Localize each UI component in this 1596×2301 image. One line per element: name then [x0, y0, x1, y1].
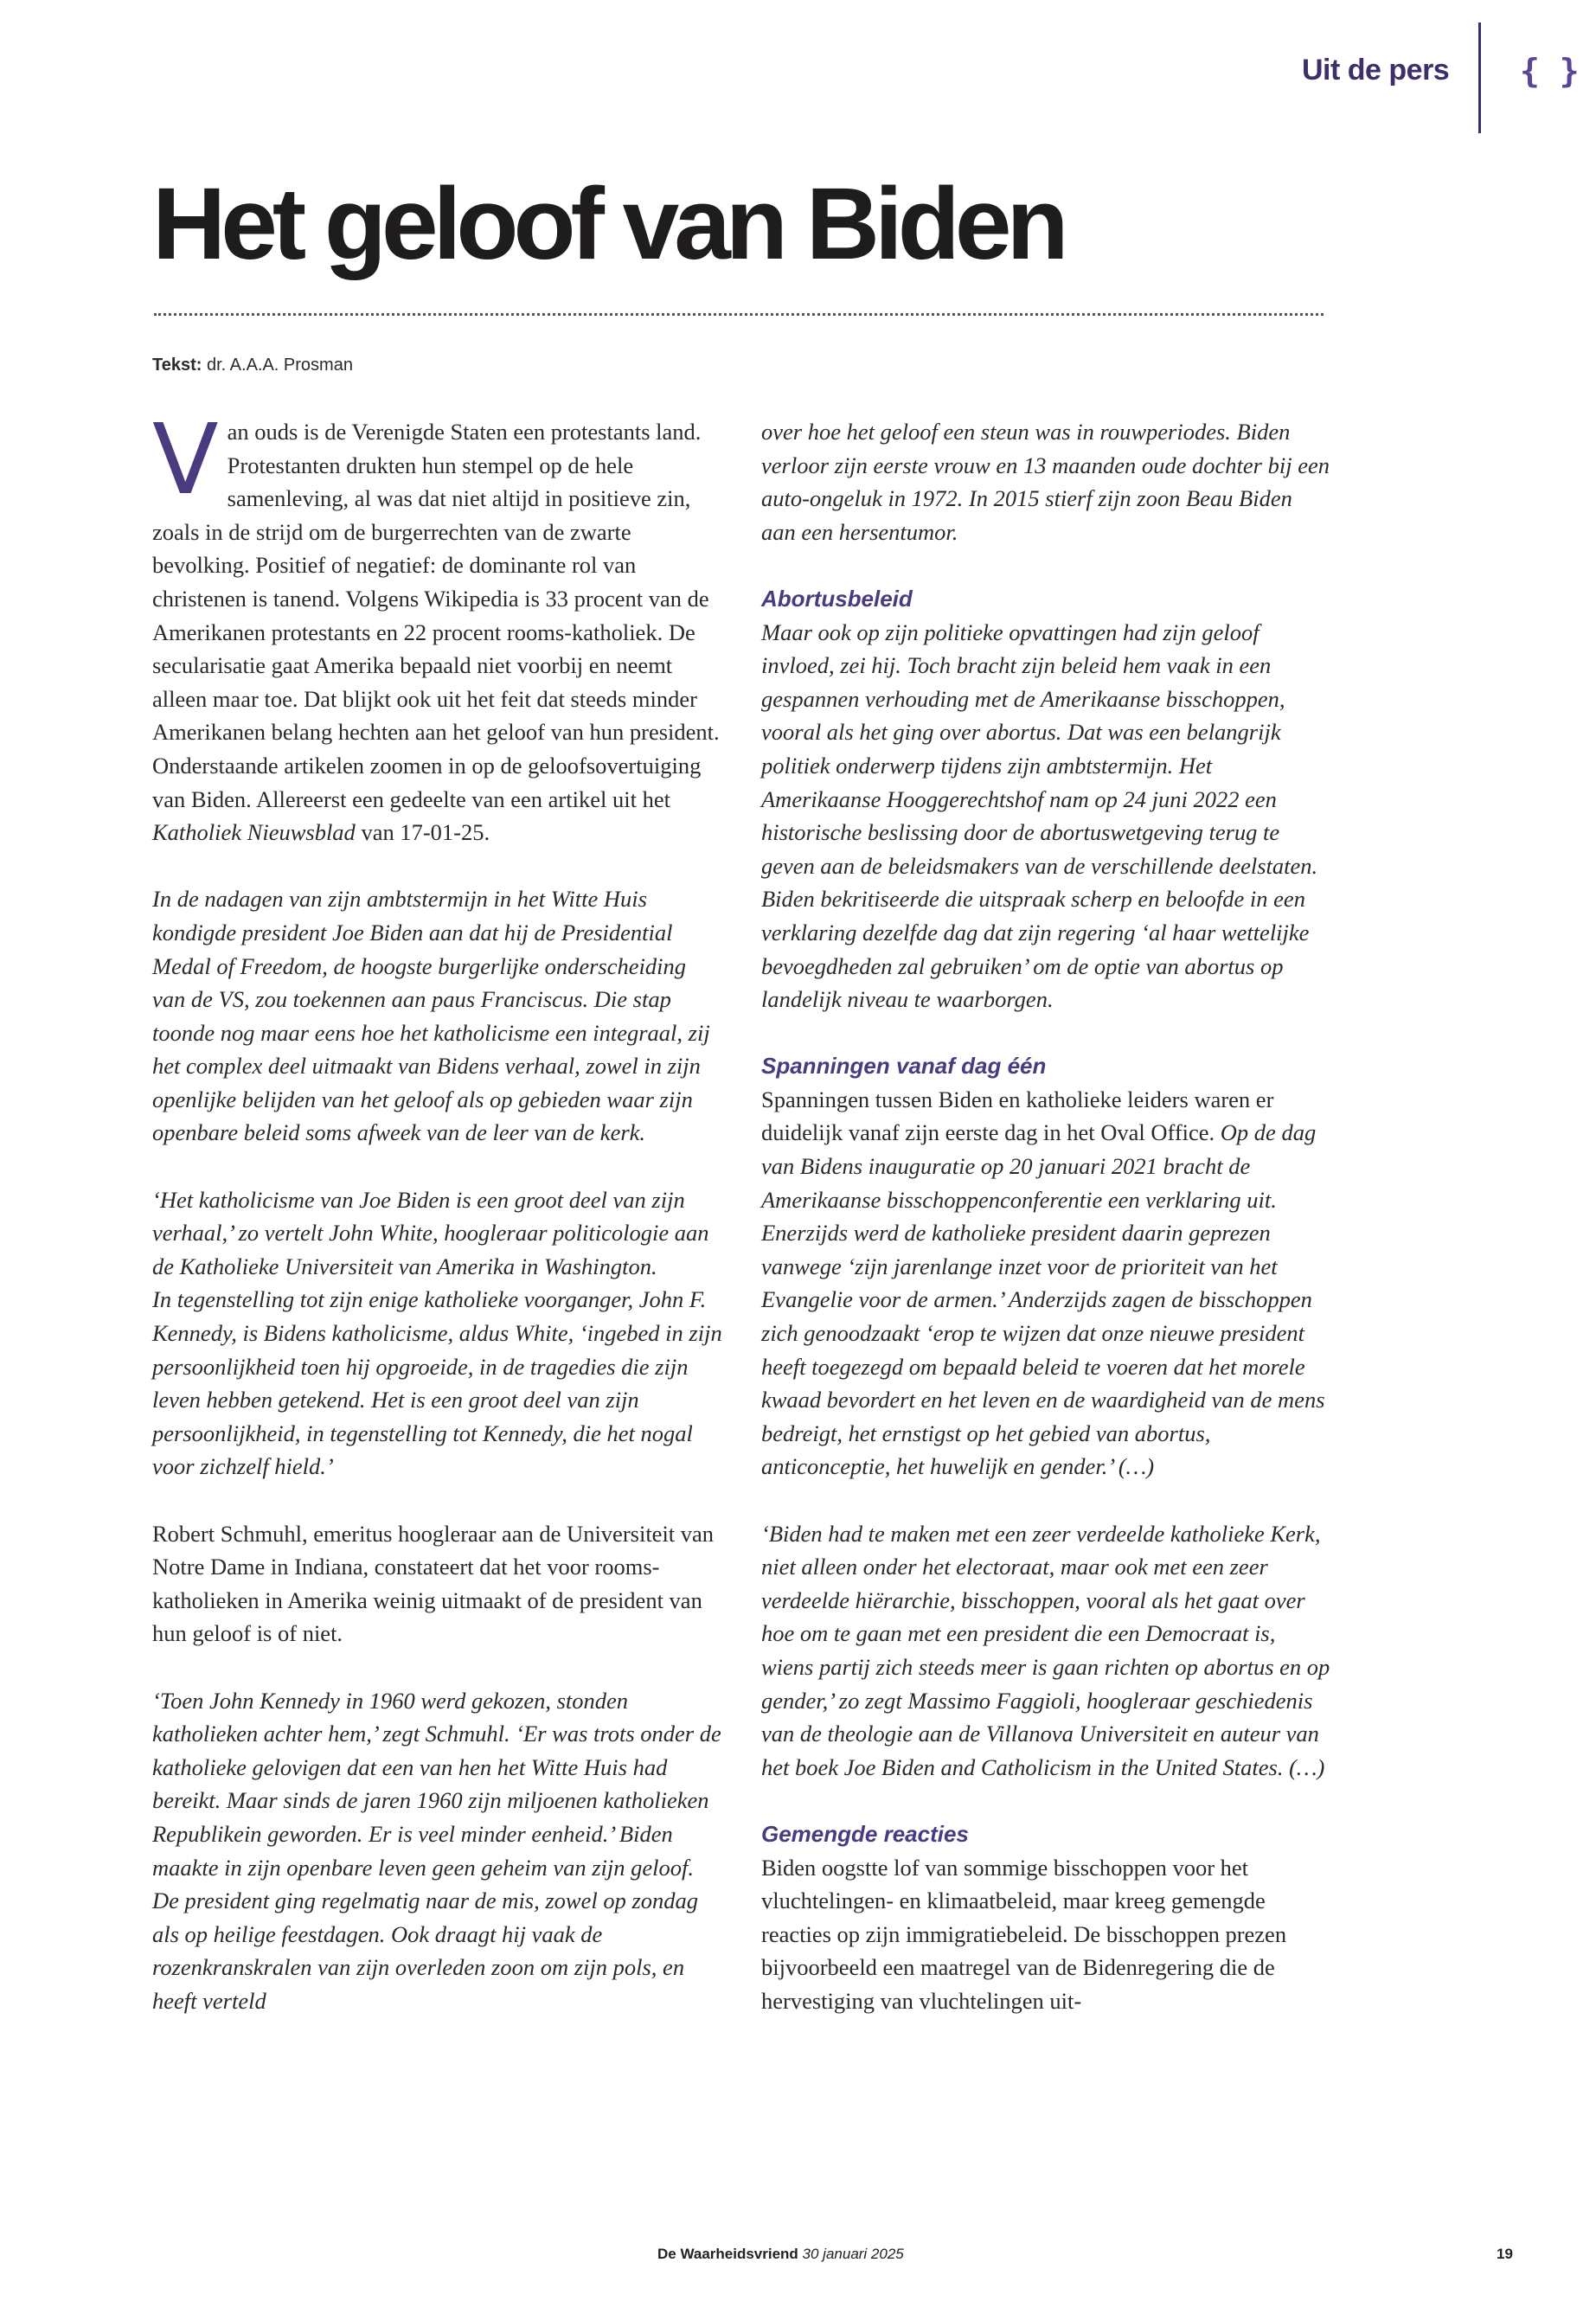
byline: [152, 356, 353, 375]
paragraph: In de nadagen van zijn ambtstermijn in het Witte Huis kondigde president Joe Biden aan dat hij de Presidential Medal of Freedom, de hoogste burgerlijke onderscheiding van de VS, zou toekennen aan paus Franciscus. Die stap toonde nog maar eens hoe het katholicisme een integraal, zij het complex deel uitmaakt van Bidens verhaal, zowel in zijn openlijke belijden van het geloof als op gebieden waar zijn openbare beleid soms afweek van de leer van de kerk.: [152, 886, 710, 1146]
paragraph: Robert Schmuhl, emeritus hoogleraar aan de Universiteit van Notre Dame in Indiana, constateert dat het voor rooms-katholieken in Amerika weinig uitmaakt of de president van hun geloof is of niet.: [152, 1520, 715, 1647]
column-left: [152, 404, 723, 2051]
paragraph: In tegenstelling tot zijn enige katholieke voorganger, John F. Kennedy, is Bidens katholicisme, aldus White, ‘ingebed in zijn persoonlijkheid toen hij opgroeide, in de tragedies die zijn leven hebben getekend. Het is een groot deel van zijn persoonlijkheid, in tegenstelling tot Kennedy, die het nogal voor zichzelf hield.’: [152, 1286, 722, 1480]
footer: [657, 2246, 904, 2263]
paragraph: ‘Toen John Kennedy in 1960 werd gekozen, stonden katholieken achter hem,’ zegt Schmuhl. ‘Er was trots onder de katholieke gelovigen dat een van hen het Witte Huis had bereikt. Maar sinds de jaren 1960 zijn miljoenen katholieken Republikein geworden. Er is veel minder eenheid.’ Biden maakte in zijn openbare leven geen geheim van zijn geloof. De president ging regelmatig naar de mis, zowel op zondag als op heilige feestdagen. Ook draagt hij vaak de rozenkranskralen van zijn overleden zoon om zijn pols, en heeft verteld: [152, 1687, 721, 2014]
subheading: Abortusbeleid: [761, 585, 913, 612]
paragraph: ‘Biden had te maken met een zeer verdeelde katholieke Kerk, niet alleen onder het electoraat, maar ook met een zeer verdeelde hiërarchie, bisschoppen, vooral als het gaat over hoe om te gaan met een president die een Democraat is, wiens partij zich steeds meer is gaan richten op abortus en op gender,’ zo zegt Massimo Faggioli, hoogleraar geschiedenis van de theologie aan de Villanova Universiteit en auteur van het boek Joe Biden and Catholicism in the United States. (…): [761, 1520, 1330, 1780]
title-divider: [154, 313, 1324, 316]
paragraph: over hoe het geloof een steun was in rouwperiodes. Biden verloor zijn eerste vrouw en 13 maanden oude dochter bij een auto-ongeluk in 1972. In 2015 stierf zijn zoon Beau Biden aan een hersentumor.: [761, 419, 1330, 545]
byline-label: Tekst:: [152, 356, 202, 375]
curly-braces-icon: { }: [1520, 52, 1580, 90]
section-label: Uit de pers: [1302, 54, 1450, 87]
subheading: Gemengde reacties: [761, 1820, 969, 1847]
header-divider: [1478, 22, 1481, 133]
byline-author: dr. A.A.A. Prosman: [202, 356, 353, 375]
issue-date: 30 januari 2025: [802, 2246, 904, 2262]
page-number: 19: [1497, 2246, 1513, 2262]
paragraph: Biden oogstte lof van sommige bisschoppen voor het vluchtelingen- en klimaatbeleid, maar kreeg gemengde reacties op zijn immigratiebeleid. De bisschoppen prezen bijvoorbeeld een maatregel van de Bidenregering die de hervestiging van vluchtelingen uit-: [761, 1854, 1287, 2014]
paragraph: Spanningen tussen Biden en katholieke leiders waren er duidelijk vanaf zijn eerste dag in het Oval Office. Op de dag van Bidens inauguratie op 20 januari 2021 bracht de Amerikaanse bisschoppenconferentie een verklaring uit. Enerzijds werd de katholieke president daarin geprezen vanwege ‘zijn jarenlange inzet voor de prioriteit van het Evangelie voor de armen.’ Anderzijds zagen de bisschoppen zich genoodzaakt ‘erop te wijzen dat onze nieuwe president heeft toegezegd om bepaald beleid te voeren dat het morele kwaad bevordert en het leven en de waardigheid van de mens bedreigt, het ernstigst op het gebied van abortus, anticonceptie, het huwelijk en gender.’ (…): [761, 1086, 1325, 1480]
article-title: Het geloof van Biden: [152, 167, 1064, 281]
column-right: [761, 415, 1332, 2051]
publication-name: De Waarheidsvriend: [657, 2246, 798, 2262]
subheading: Spanningen vanaf dag één: [761, 1053, 1047, 1080]
intro-paragraph: Van ouds is de Verenigde Staten een protestants land. Protestanten drukten hun stempel op de hele samenleving, al was dat niet altijd in positieve zin, zoals in de strijd om de burgerrechten van de zwarte bevolking. Positief of negatief: de dominante rol van christenen is tanend. Volgens Wikipedia is 33 procent van de Amerikanen protestants en 22 procent rooms-katholiek. De secularisatie gaat Amerika bepaald niet voorbij en neemt alleen maar toe. Dat blijkt ook uit het feit dat steeds minder Amerikanen belang hechten aan het geloof van hun president. Onderstaande artikelen zoomen in op de geloofsovertuiging van Biden. Allereerst een gedeelte van een artikel uit het Katholiek Nieuwsblad van 17-01-25.: [152, 404, 720, 846]
paragraph: Maar ook op zijn politieke opvattingen had zijn geloof invloed, zei hij. Toch bracht zijn beleid hem vaak in een gespannen verhouding met de Amerikaanse bisschoppen, vooral als het ging over abortus. Dat was een belangrijk politiek onderwerp tijdens zijn ambtstermijn. Het Amerikaanse Hooggerechtshof nam op 24 juni 2022 een historische beslissing door de abortuswetgeving terug te geven aan de beleidsmakers van de verschillende deelstaten. Biden bekritiseerde die uitspraak scherp en beloofde in een verklaring dezelfde dag dat zijn regering ‘al haar wettelijke bevoegdheden zal gebruiken’ om de optie van abortus op landelijk niveau te waarborgen.: [761, 619, 1318, 1013]
paragraph: ‘Het katholicisme van Joe Biden is een groot deel van zijn verhaal,’ zo vertelt John White, hoogleraar politicologie aan de Katholieke Universiteit van Amerika in Washington.: [152, 1186, 709, 1279]
drop-cap: V: [152, 404, 219, 516]
source-name: Katholiek Nieuwsblad: [152, 819, 356, 846]
